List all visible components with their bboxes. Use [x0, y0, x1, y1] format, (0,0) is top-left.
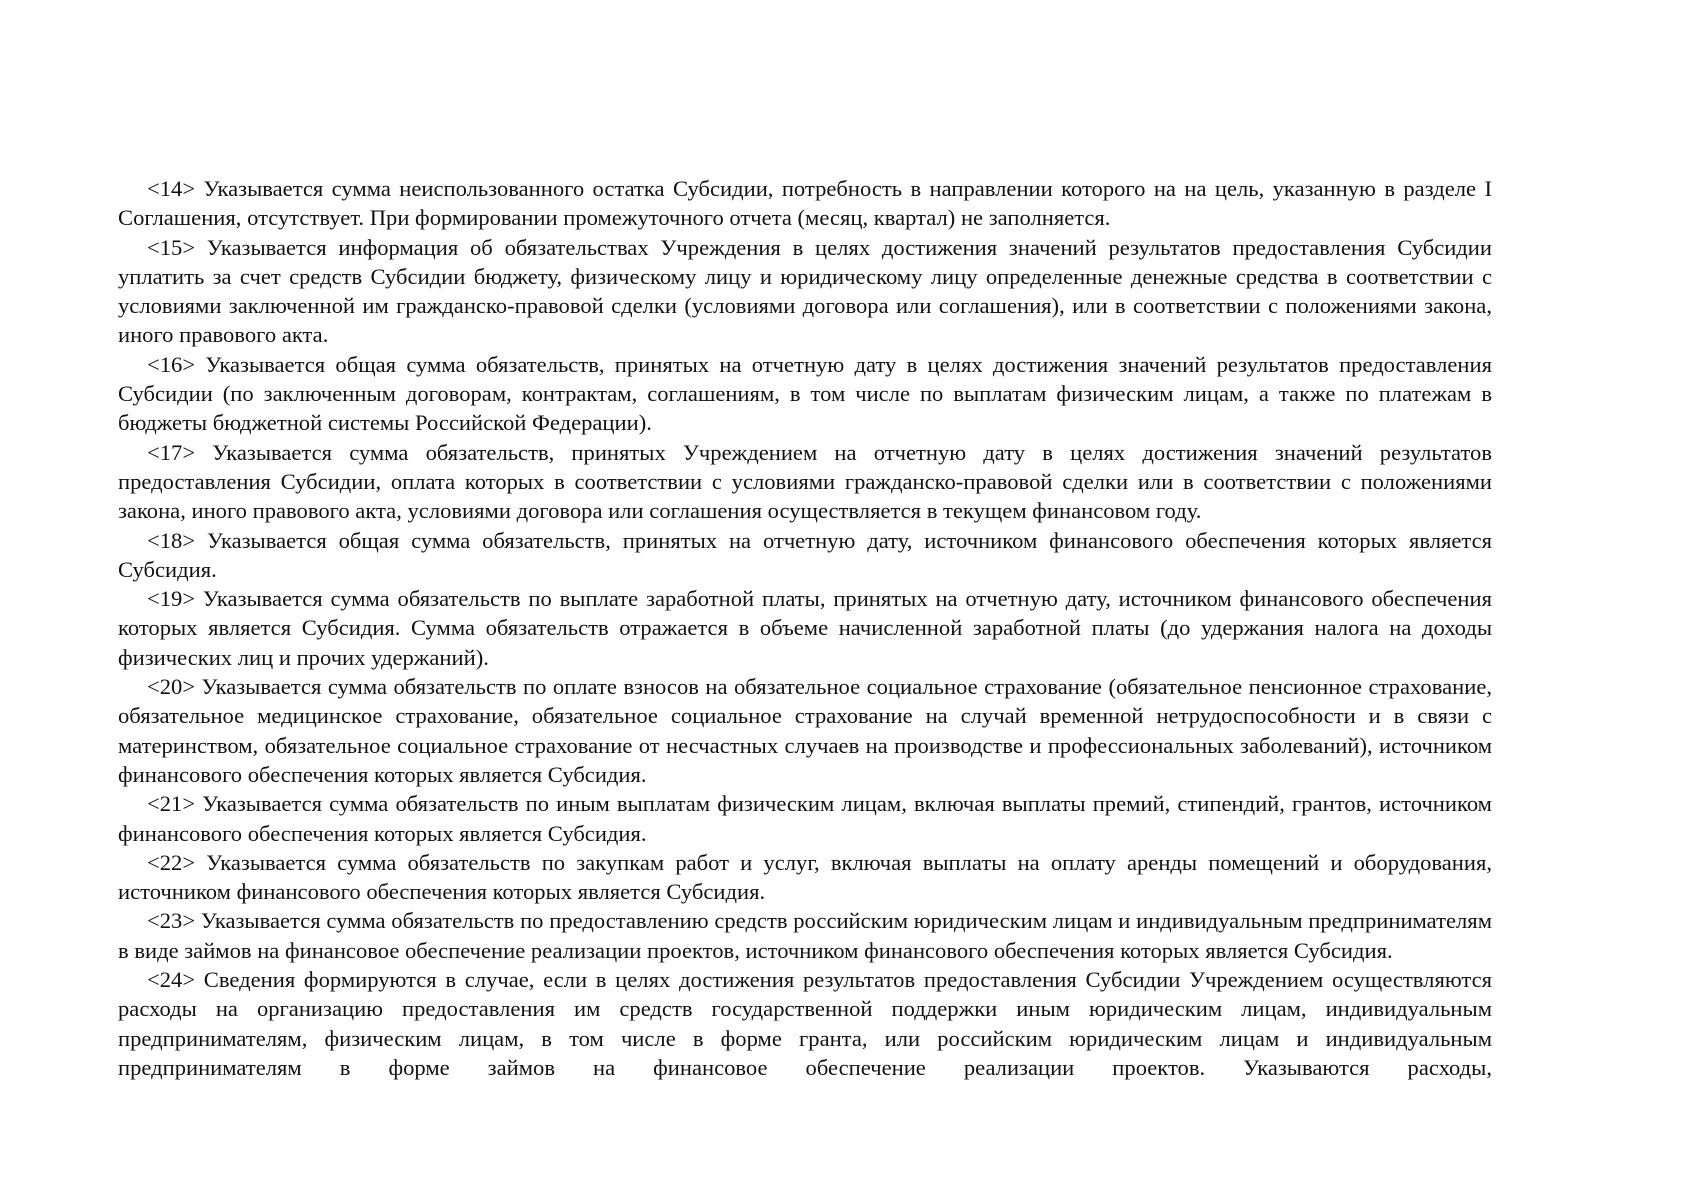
footnote-14: <14> Указывается сумма неиспользованного остатка Субсидии, потребность в направлении которого на на цель, указанную в разделе I Соглашения, отсутствует. При формировании промежуточного отчета (месяц, квартал) не заполняется.: [118, 176, 1492, 231]
footnote-20: <20> Указывается сумма обязательств по оплате взносов на обязательное социальное страхование (обязательное пенсионное страхование, обязательное медицинское страхование, обязательное социальное страхование на случай временной нетрудоспособности и в связи с материнством, обязательное социальное страхование от несчастных случаев на производстве и профессиональных заболеваний), источником финансового обеспечения которых является Субсидия.: [118, 674, 1492, 787]
footnote-22: <22> Указывается сумма обязательств по закупкам работ и услуг, включая выплаты на оплату аренды помещений и оборудования, источником финансового обеспечения которых является Субсидия.: [118, 849, 1492, 905]
footnote-23: <23> Указывается сумма обязательств по предоставлению средств российским юридическим лицам и индивидуальным предпринимателям в виде займов на финансовое обеспечение реализации проектов, источником финансового обеспечения которых является Субсидия.: [118, 908, 1492, 963]
footnote-16: <16> Указывается общая сумма обязательств, принятых на отчетную дату в целях достижения значений результатов предоставления Субсидии (по заключенным договорам, контрактам, соглашениям, в том числе по выплатам физическим лицам, а также по платежам в бюджеты бюджетной системы Российской Федерации).: [118, 351, 1492, 436]
footnote-17: <17> Указывается сумма обязательств, принятых Учреждением на отчетную дату в целях достижения значений результатов предоставления Субсидии, оплата которых в соответствии с условиями гражданско-правовой сделки или в соответствии с положениями закона, иного правового акта, условиями договора или соглашения осуществляется в текущем финансовом году.: [118, 439, 1492, 524]
footnote-15: <15> Указывается информация об обязательствах Учреждения в целях достижения значений результатов предоставления Субсидии уплатить за счет средств Субсидии бюджету, физическому лицу и юридическому лицу определенные денежные средства в соответствии с условиями заключенной им гражданско-правовой сделки (условиями договора или соглашения), или в соответствии с положениями закона, иного правового акта.: [118, 234, 1492, 348]
footnotes-block: [118, 174, 1492, 1082]
footnote-24: <24> Сведения формируются в случае, если в целях достижения результатов предоставления Субсидии Учреждением осуществляются расходы на организацию предоставления им средств государственной поддержки иным юридическим лицам, индивидуальным предпринимателям, физическим лицам, в том числе в форме гранта, или российским юридическим лицам и индивидуальным предпринимателям в форме займов на финансовое обеспечение реализации проектов. Указываются расходы,: [118, 967, 1492, 1080]
footnote-19: <19> Указывается сумма обязательств по выплате заработной платы, принятых на отчетную дату, источником финансового обеспечения которых является Субсидия. Сумма обязательств отражается в объеме начисленной заработной платы (до удержания налога на доходы физических лиц и прочих удержаний).: [118, 586, 1492, 670]
footnote-21: <21> Указывается сумма обязательств по иным выплатам физическим лицам, включая выплаты премий, стипендий, грантов, источником финансового обеспечения которых является Субсидия.: [118, 791, 1492, 846]
footnote-18: <18> Указывается общая сумма обязательств, принятых на отчетную дату, источником финансового обеспечения которых является Субсидия.: [118, 527, 1492, 582]
